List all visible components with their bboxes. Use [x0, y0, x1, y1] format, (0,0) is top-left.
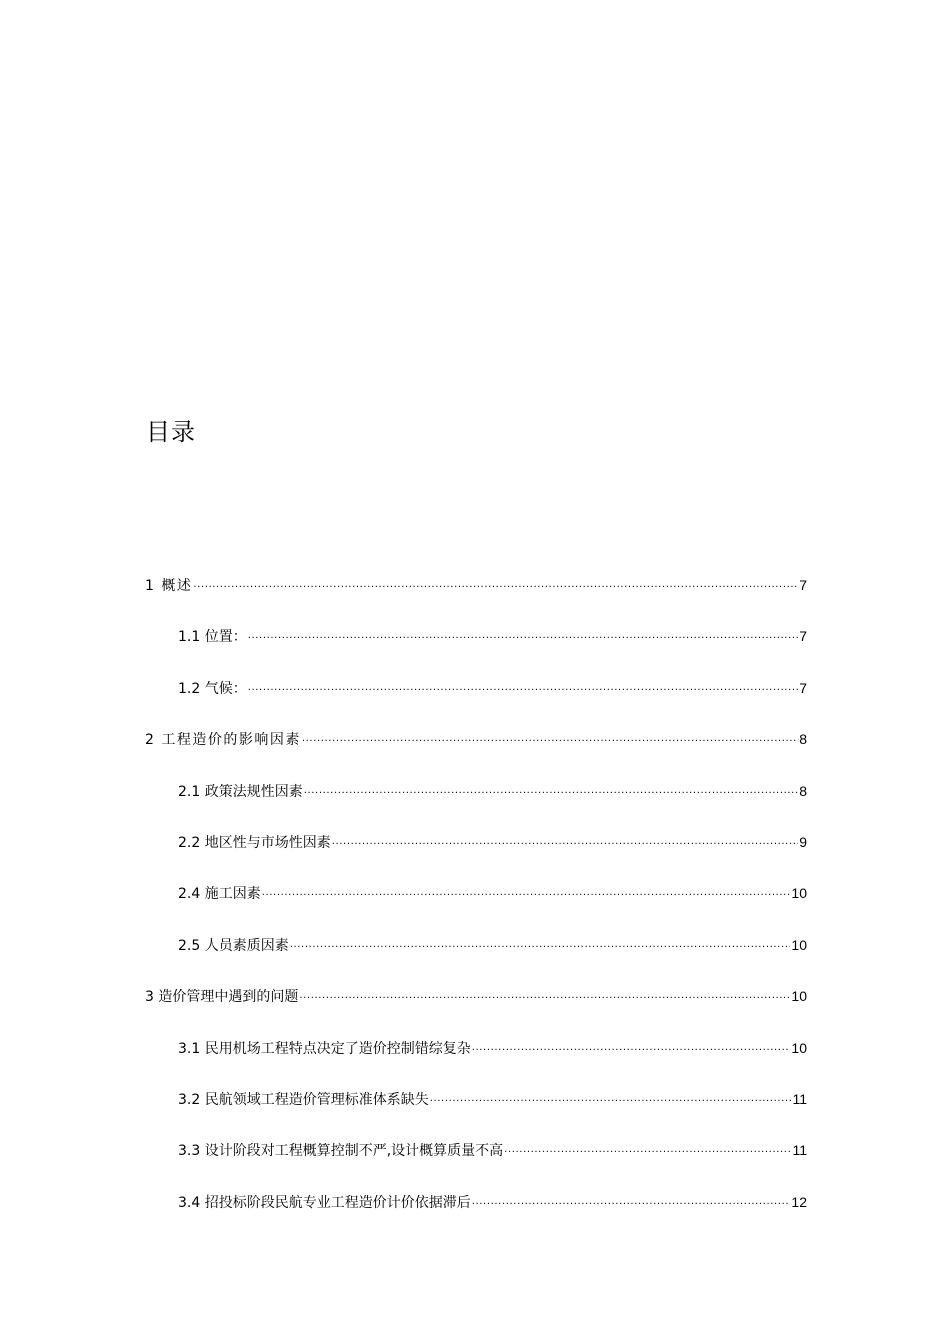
toc-entry[interactable]	[145, 1188, 807, 1239]
toc-leader-dots	[193, 571, 798, 599]
toc-entry-label: 2.2 地区性与市场性因素	[178, 834, 331, 851]
toc-entry[interactable]	[145, 1034, 807, 1085]
toc-entry-page: 10	[791, 1039, 807, 1056]
toc-entry-label: 3.4 招投标阶段民航专业工程造价计价依据滞后	[178, 1194, 471, 1211]
toc-leader-dots	[472, 1034, 791, 1062]
toc-entry-label: 3.2 民航领域工程造价管理标准体系缺失	[178, 1091, 429, 1108]
toc-entry-page: 9	[799, 833, 807, 850]
toc-entry-label: 2 工程造价的影响因素	[145, 732, 301, 749]
toc-entry[interactable]	[145, 828, 807, 879]
toc-entry-label: 1.2 气候：	[178, 680, 247, 697]
toc-entry-page: 11	[792, 1090, 807, 1107]
toc-title: 目录	[146, 418, 196, 446]
toc-entry[interactable]	[145, 777, 807, 828]
toc-leader-dots	[299, 982, 790, 1010]
toc-entry-page: 8	[799, 782, 807, 799]
toc-entry-page: 10	[791, 885, 807, 902]
toc-leader-dots	[302, 725, 798, 753]
toc-entry-page: 10	[791, 988, 807, 1005]
toc-entry-page: 11	[792, 1142, 807, 1159]
toc-leader-dots	[332, 828, 798, 856]
toc-leader-dots	[290, 931, 791, 959]
toc-leader-dots	[504, 1136, 791, 1164]
toc-entry-label: 2.5 人员素质因素	[178, 937, 289, 954]
toc-entry-page: 10	[791, 936, 807, 953]
toc-entry[interactable]	[145, 725, 807, 776]
toc-entry[interactable]	[145, 674, 807, 725]
toc-leader-dots	[304, 777, 798, 805]
toc-entry-page: 12	[791, 1193, 807, 1210]
toc-entry[interactable]	[145, 1085, 807, 1136]
toc-entry-label: 2.4 施工因素	[178, 886, 261, 903]
toc-entry-page: 7	[799, 628, 807, 645]
toc-entry[interactable]	[145, 931, 807, 982]
toc-leader-dots	[248, 622, 798, 650]
toc-entry[interactable]	[145, 571, 807, 622]
toc-entry-label: 1.1 位置：	[178, 629, 247, 646]
toc-leader-dots	[262, 879, 791, 907]
toc-entry-label: 3.3 设计阶段对工程概算控制不严,设计概算质量不高	[178, 1143, 504, 1160]
toc-leader-dots	[430, 1085, 792, 1113]
toc-entry[interactable]	[145, 1136, 807, 1187]
toc-entry-page: 7	[799, 679, 807, 696]
toc-leader-dots	[248, 674, 798, 702]
toc-entry-label: 3 造价管理中遇到的问题	[145, 989, 299, 1006]
toc-entry-label: 2.1 政策法规性因素	[178, 783, 303, 800]
toc-entry-page: 8	[799, 731, 807, 748]
toc-entry-label: 3.1 民用机场工程特点决定了造价控制错综复杂	[178, 1040, 471, 1057]
toc-leader-dots	[472, 1188, 791, 1216]
toc-entry-label: 1 概述	[145, 578, 193, 594]
toc-entry[interactable]	[145, 879, 807, 930]
toc-entry[interactable]	[145, 622, 807, 673]
toc-entry-page: 7	[799, 577, 807, 593]
toc-entry[interactable]	[145, 982, 807, 1033]
table-of-contents	[145, 571, 807, 1239]
